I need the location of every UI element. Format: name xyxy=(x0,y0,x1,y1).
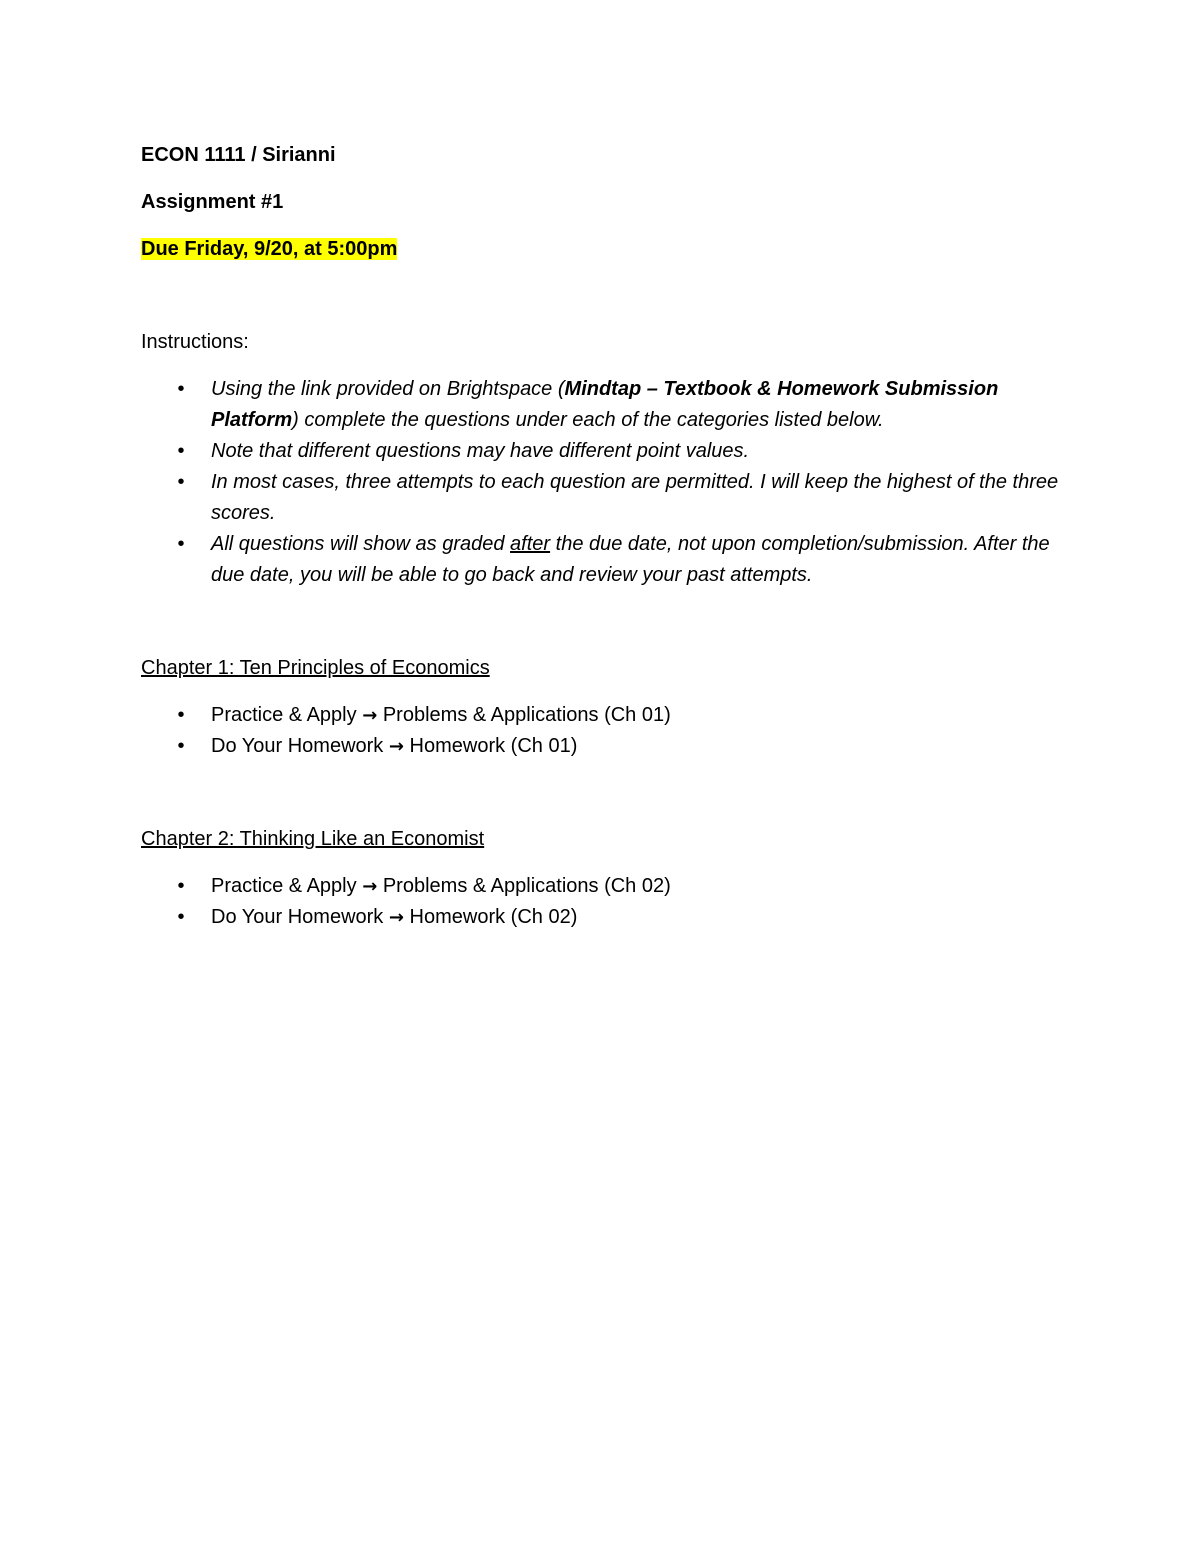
item-path-start: Do Your Homework xyxy=(211,735,384,757)
instruction-item xyxy=(141,529,1061,591)
item-path-end: Homework (Ch 02) xyxy=(409,906,578,928)
instruction-text: ) complete the questions under each of the categories listed below. xyxy=(292,409,884,431)
item-path-end: Problems & Applications (Ch 02) xyxy=(382,875,671,897)
list-item xyxy=(141,700,1061,731)
instruction-text: In most cases, three attempts to each question are permitted. I will keep the highest of the three scores. xyxy=(211,471,1059,524)
item-path-start: Do Your Homework xyxy=(211,906,384,928)
chapter-1-heading: Chapter 1: Ten Principles of Economics xyxy=(141,657,490,679)
spacer xyxy=(141,591,1061,653)
emphasis-after: after xyxy=(510,533,551,555)
arrow-right-icon: → xyxy=(362,705,378,726)
instruction-item xyxy=(141,436,1061,467)
chapter-2-list xyxy=(141,871,1061,933)
instruction-item xyxy=(141,374,1061,436)
platform-name: Mindtap – Textbook & Homework Submission Platform xyxy=(211,378,999,431)
instruction-text: the due date, not upon completion/submission. After the due date, you will be able to go back and review your past attempts. xyxy=(211,533,1050,586)
bullet-icon: • xyxy=(177,875,185,897)
arrow-right-icon: → xyxy=(388,907,404,928)
bullet-icon: • xyxy=(177,906,185,928)
chapter-1-list xyxy=(141,700,1061,762)
item-path-start: Practice & Apply xyxy=(211,875,357,897)
instructions-list xyxy=(141,374,1061,591)
bullet-icon: • xyxy=(177,471,185,493)
instruction-text: All questions will show as graded xyxy=(211,533,511,555)
bullet-icon: • xyxy=(177,533,185,555)
instruction-item xyxy=(141,467,1061,529)
assignment-title: Assignment #1 xyxy=(141,191,284,213)
list-item xyxy=(141,731,1061,762)
arrow-right-icon: → xyxy=(388,736,404,757)
due-date-line xyxy=(141,234,1061,265)
item-path-end: Problems & Applications (Ch 01) xyxy=(382,704,671,726)
spacer xyxy=(141,762,1061,824)
instruction-text: Using the link provided on Brightspace ( xyxy=(211,378,565,400)
spacer xyxy=(141,265,1061,327)
chapter-2-heading: Chapter 2: Thinking Like an Economist xyxy=(141,828,485,850)
arrow-right-icon: → xyxy=(362,876,378,897)
bullet-icon: • xyxy=(177,735,185,757)
bullet-icon: • xyxy=(177,378,185,400)
list-item xyxy=(141,871,1061,902)
item-path-start: Practice & Apply xyxy=(211,704,357,726)
instructions-heading: Instructions: xyxy=(141,331,249,353)
bullet-icon: • xyxy=(177,704,185,726)
bullet-icon: • xyxy=(177,440,185,462)
document-content xyxy=(141,140,1061,933)
instruction-text: Note that different questions may have different point values. xyxy=(211,440,750,462)
list-item xyxy=(141,902,1061,933)
course-title: ECON 1111 / Sirianni xyxy=(141,144,336,166)
item-path-end: Homework (Ch 01) xyxy=(409,735,578,757)
due-date-highlight: Due Friday, 9/20, at 5:00pm xyxy=(141,238,398,260)
